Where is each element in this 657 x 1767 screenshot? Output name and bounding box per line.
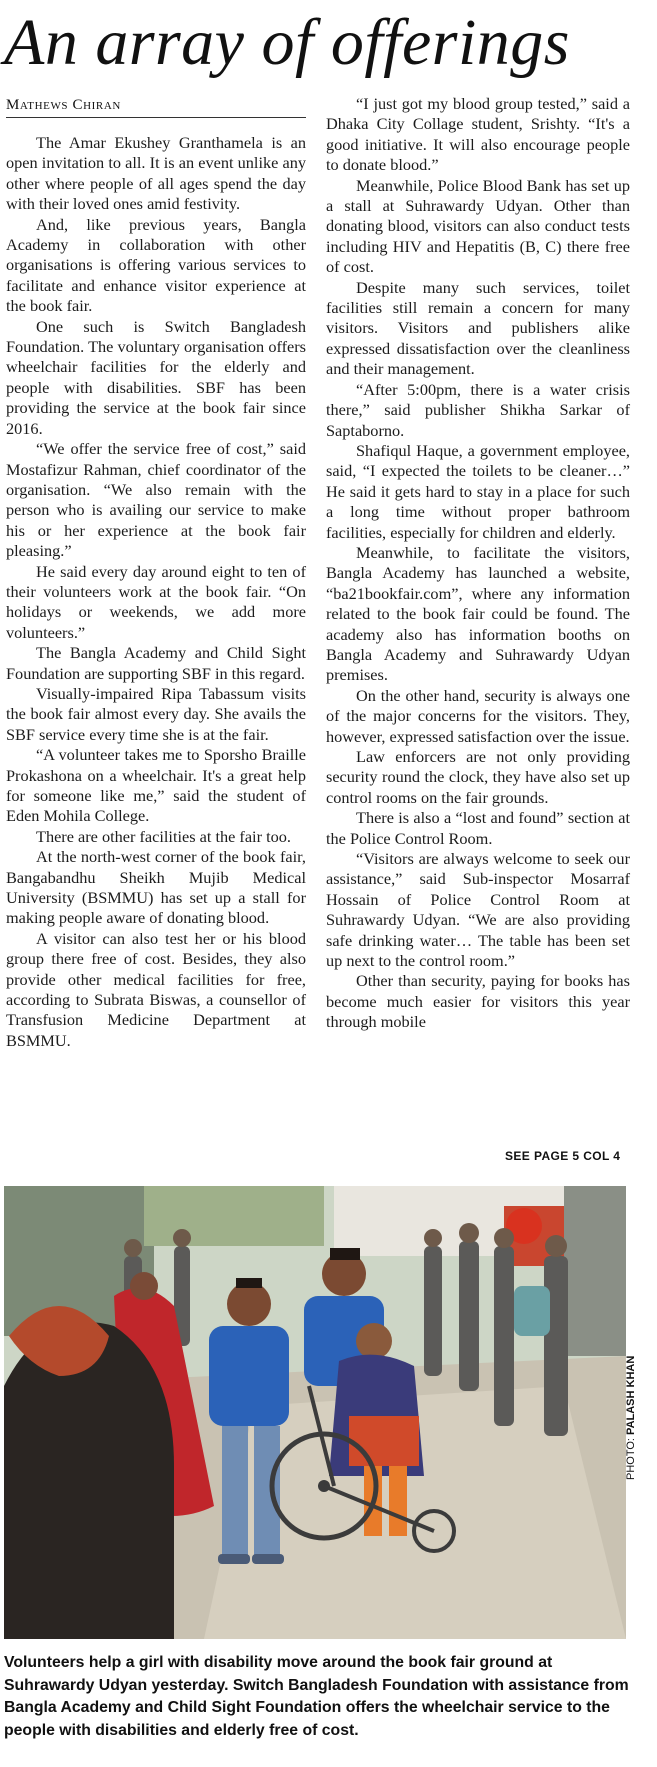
paragraph: “We offer the service free of cost,” said Mostafizur Rahman, chief coordinator of the organisation. “We also remain with the person who is availing our service to make his or her experience at the book fair pleasing.” [6,439,306,561]
paragraph: Visually-impaired Ripa Tabassum visits the book fair almost every day. She avails the SBF service every time she is at the fair. [6,683,306,744]
paragraph: There is also a “lost and found” section at the Police Control Room. [326,808,630,848]
paragraph: Meanwhile, Police Blood Bank has set up a stall at Suhrawardy Udyan. Other than donating blood, visitors can also conduct tests including HIV and Hepatitis (B, C) there free of cost. [326,175,630,277]
photo-caption: Volunteers help a girl with disability move around the book fair ground at Suhrawardy Udyan yesterday. Switch Bangladesh Foundation with assistance from Bangla Academy and Child Sight Foundation offers the wheelchair service to the people with disabilities and elderly free of cost. [4,1654,629,1739]
paragraph: The Amar Ekushey Granthamela is an open invitation to all. It is an event unlike any other where people of all ages spend the day with their loved ones amid festivity. [6,133,306,214]
paragraph: “Visitors are always welcome to seek our assistance,” said Sub-inspector Mosarraf Hossain of Police Control Room at Suhrawardy Udyan. “We are also providing safe drinking water… The table has been set up next to the control room.” [326,849,630,971]
news-photo [4,1186,626,1639]
paragraph: At the north-west corner of the book fair, Bangabandhu Sheikh Mujib Medical University (BSMMU) has set up a stall for making people aware of donating blood. [6,847,306,928]
article-column-2 [326,94,630,1033]
paragraph: “I just got my blood group tested,” said a Dhaka City Collage student, Srishty. “It's a good initiative. It will also encourage people to donate blood.” [326,94,630,175]
paragraph: “A volunteer takes me to Sporsho Braille Prokashona on a wheelchair. It's a great help for someone like me,” said the student of Eden Mohila College. [6,745,306,826]
byline: Mathews Chiran [6,97,306,118]
paragraph: Other than security, paying for books has become much easier for visitors this year through mobile [326,971,630,1032]
photo-credit [625,1320,641,1480]
paragraph: Shafiqul Haque, a government employee, said, “I expected the toilets to be cleaner…” He said it gets hard to stay in a place for such a long time without proper bathroom facilities, especially for children and elderly. [326,440,630,542]
paragraph: The Bangla Academy and Child Sight Foundation are supporting SBF in this regard. [6,643,306,683]
paragraph: Law enforcers are not only providing security round the clock, they have also set up control rooms on the fair grounds. [326,747,630,807]
headline: An array of offerings [4,6,570,79]
photo-credit-name: PALASH KHAN [625,1355,637,1435]
paragraph: Despite many such services, toilet facilities still remain a concern for many visitors. Visitors and publishers alike expressed dissatisfaction over the cleanliness and their management. [326,277,630,379]
paragraph: On the other hand, security is always one of the major concerns for the visitors. They, however, expressed satisfaction over the issue. [326,685,630,746]
paragraph: One such is Switch Bangladesh Foundation. The voluntary organisation offers wheelchair facilities for the elderly and people with disabilities. SBF has been providing the service at the book fair since 2016. [6,316,306,438]
paragraph: A visitor can also test her or his blood group there free of cost. Besides, they also provide other medical facilities for free, according to Subrata Biswas, a counsellor of Transfusion Medicine Department at BSMMU. [6,928,306,1050]
paragraph: There are other facilities at the fair too. [36,826,291,846]
paragraph: He said every day around eight to ten of their volunteers work at the book fair. “On holidays or weekends, we add more volunteers.” [6,561,306,642]
paragraph: And, like previous years, Bangla Academy in collaboration with other organisations is offering various services to facilitate and enhance visitor experience at the book fair. [6,214,306,316]
photo-credit-label: PHOTO: [625,1438,637,1480]
continuation-note: SEE PAGE 5 COL 4 [505,1149,621,1163]
paragraph: “After 5:00pm, there is a water crisis there,” said publisher Shikha Sarkar of Saptaborno. [326,379,630,440]
paragraph: Meanwhile, to facilitate the visitors, Bangla Academy has launched a website, “ba21bookfair.com”, where any information related to the book fair could be found. The academy also has information booths on Bangla Academy and Suhrawardy Udyan premises. [326,542,630,685]
article-column-1 [6,133,306,1051]
